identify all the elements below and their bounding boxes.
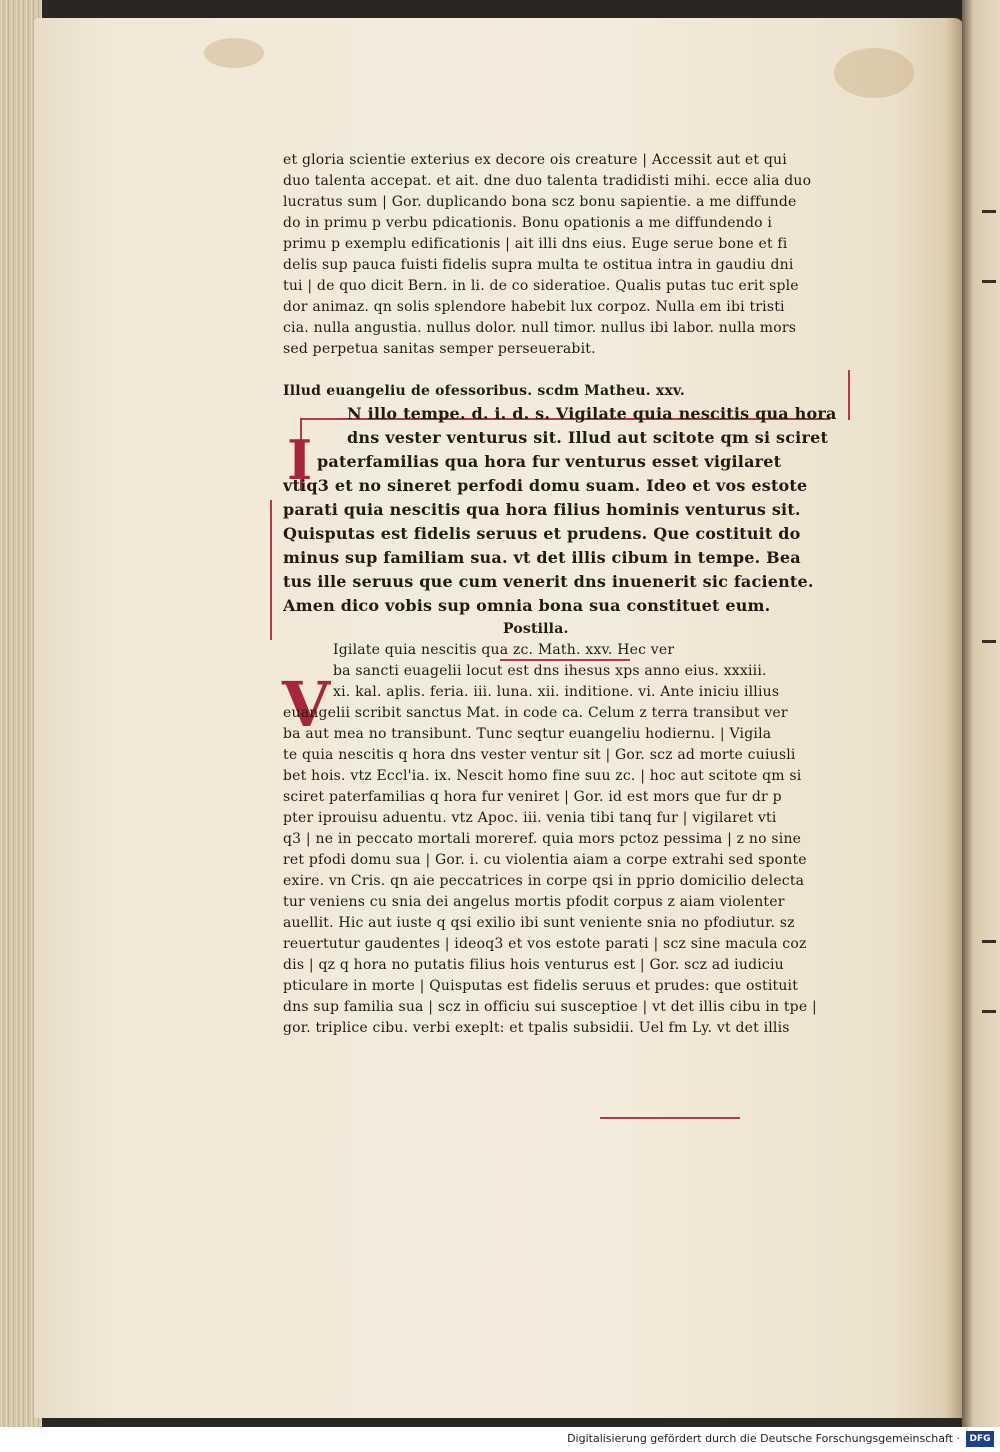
dfg-logo[interactable]: DFG (966, 1431, 994, 1447)
commentary-line: q3 | ne in peccato mortali moreref. quia mors pctoz pessima | z no sine (283, 831, 802, 847)
footer-credit: Digitalisierung gefördert durch die Deutsche Forschungsgemeinschaft · (567, 1432, 960, 1445)
rubric-stroke (270, 500, 272, 640)
next-page-fragment (982, 280, 996, 283)
postilla-heading: Postilla. (503, 621, 569, 637)
commentary-line: xi. kal. aplis. feria. iii. luna. xii. inditione. vi. Ante iniciu illius (333, 684, 780, 700)
next-page-edge (962, 0, 1000, 1427)
verse-line: vtiq3 et no sineret perfodi domu suam. Ideo et vos estote (283, 476, 808, 495)
verse-line: Quisputas est fidelis seruus et prudens. Que costituit do (283, 524, 801, 543)
text-line: sed perpetua sanitas semper perseuerabit. (283, 341, 596, 357)
verse-line: Amen dico vobis sup omnia bona sua constituet eum. (283, 596, 771, 615)
text-line: et gloria scientie exterius ex decore ois creature | Accessit aut et qui (283, 152, 787, 168)
heading-initial: I (287, 428, 313, 492)
verse-line: tus ille seruus que cum venerit dns inuenerit sic faciente. (283, 572, 814, 591)
next-page-fragment (982, 1010, 996, 1013)
verse-line: N illo tempe. d. i. d. s. Vigilate quia nescitis qua hora (347, 404, 837, 423)
commentary-line: sciret paterfamilias q hora fur veniret | Gor. id est mors que fur dr p (283, 789, 782, 805)
commentary-line: dis | qz q hora no putatis filius hois venturus est | Gor. scz ad iudiciu (283, 957, 784, 973)
commentary-line: te quia nescitis q hora dns vester ventur sit | Gor. scz ad morte cuiusli (283, 747, 796, 763)
text-line: do in primu p verbu pdicationis. Bonu opationis a me diffundendo i (283, 215, 773, 231)
section-heading: Illud euangeliu de ofessoribus. scdm Matheu. xxv. (283, 383, 686, 399)
commentary-line: Igilate quia nescitis qua zc. Math. xxv. Hec ver (333, 642, 675, 658)
next-page-fragment (982, 940, 996, 943)
stain (204, 38, 264, 68)
verse-line: dns vester venturus sit. Illud aut scitote qm si sciret (347, 428, 829, 447)
commentary-line: auellit. Hic aut iuste q qsi exilio ibi sunt veniente snia no pfodiutur. sz (283, 915, 795, 931)
commentary-line: pter iprouisu aduentu. vtz Apoc. iii. venia tibi tanq fur | vigilaret vti (283, 810, 777, 826)
commentary-line: exire. vn Cris. qn aie peccatrices in corpe qsi in pprio domicilio delecta (283, 873, 805, 889)
commentary-line: ba sancti euagelii locut est dns ihesus xps anno eius. xxxiii. (333, 663, 767, 679)
commentary-line: tur veniens cu snia dei angelus mortis pfodit corpus z aiam violenter (283, 894, 785, 910)
text-block (283, 150, 863, 1039)
verse-line: minus sup familiam sua. vt det illis cibum in tempe. Bea (283, 548, 801, 567)
spacer (283, 360, 863, 380)
verse-line: parati quia nescitis qua hora filius hominis venturus sit. (283, 500, 801, 519)
next-page-fragment (982, 210, 996, 213)
commentary-line: euangelii scribit sanctus Mat. in code ca. Celum z terra transibut ver (283, 705, 788, 721)
commentary-line: ba aut mea no transibunt. Tunc seqtur euangeliu hodiernu. | Vigila (283, 726, 772, 742)
commentary-line: reuertutur gaudentes | ideoq3 et vos estote parati | scz sine macula coz (283, 936, 807, 952)
commentary-line: ret pfodi domu sua | Gor. i. cu violentia aiam a corpe extrahi sed sponte (283, 852, 807, 868)
postilla-initial: V (282, 668, 331, 741)
footer-bar (0, 1427, 1000, 1452)
text-line: cia. nulla angustia. nullus dolor. null timor. nullus ibi labor. nulla mors (283, 320, 797, 336)
text-line: delis sup pauca fuisti fidelis supra multa te ostitua intra in gaudiu dni (283, 257, 794, 273)
commentary-line: pticulare in morte | Quisputas est fidelis seruus et prudes: que ostituit (283, 978, 799, 994)
text-line: duo talenta accepat. et ait. dne duo talenta tradidisti mihi. ecce alia duo (283, 173, 812, 189)
rubric-underline (600, 1117, 740, 1119)
verse-line: paterfamilias qua hora fur venturus esset vigilaret (317, 452, 782, 471)
stain (834, 48, 914, 98)
commentary-line: gor. triplice cibu. verbi exeplt: et tpalis subsidii. Uel fm Ly. vt det illis (283, 1020, 790, 1036)
commentary-line: bet hois. vtz Eccl'ia. ix. Nescit homo fine suu zc. | hoc aut scitote qm si (283, 768, 802, 784)
text-line: lucratus sum | Gor. duplicando bona scz bonu sapientie. a me diffunde (283, 194, 797, 210)
next-page-fragment (982, 640, 996, 643)
text-line: dor animaz. qn solis splendore habebit lux corpoz. Nulla em ibi tristi (283, 299, 785, 315)
text-line: tui | de quo dicit Bern. in li. de co sideratioe. Qualis putas tuc erit sple (283, 278, 799, 294)
text-line: primu p exemplu edificationis | ait illi dns eius. Euge serue bone et fi (283, 236, 788, 252)
commentary-line: dns sup familia sua | scz in officiu sui susceptioe | vt det illis cibu in tpe | (283, 999, 817, 1015)
